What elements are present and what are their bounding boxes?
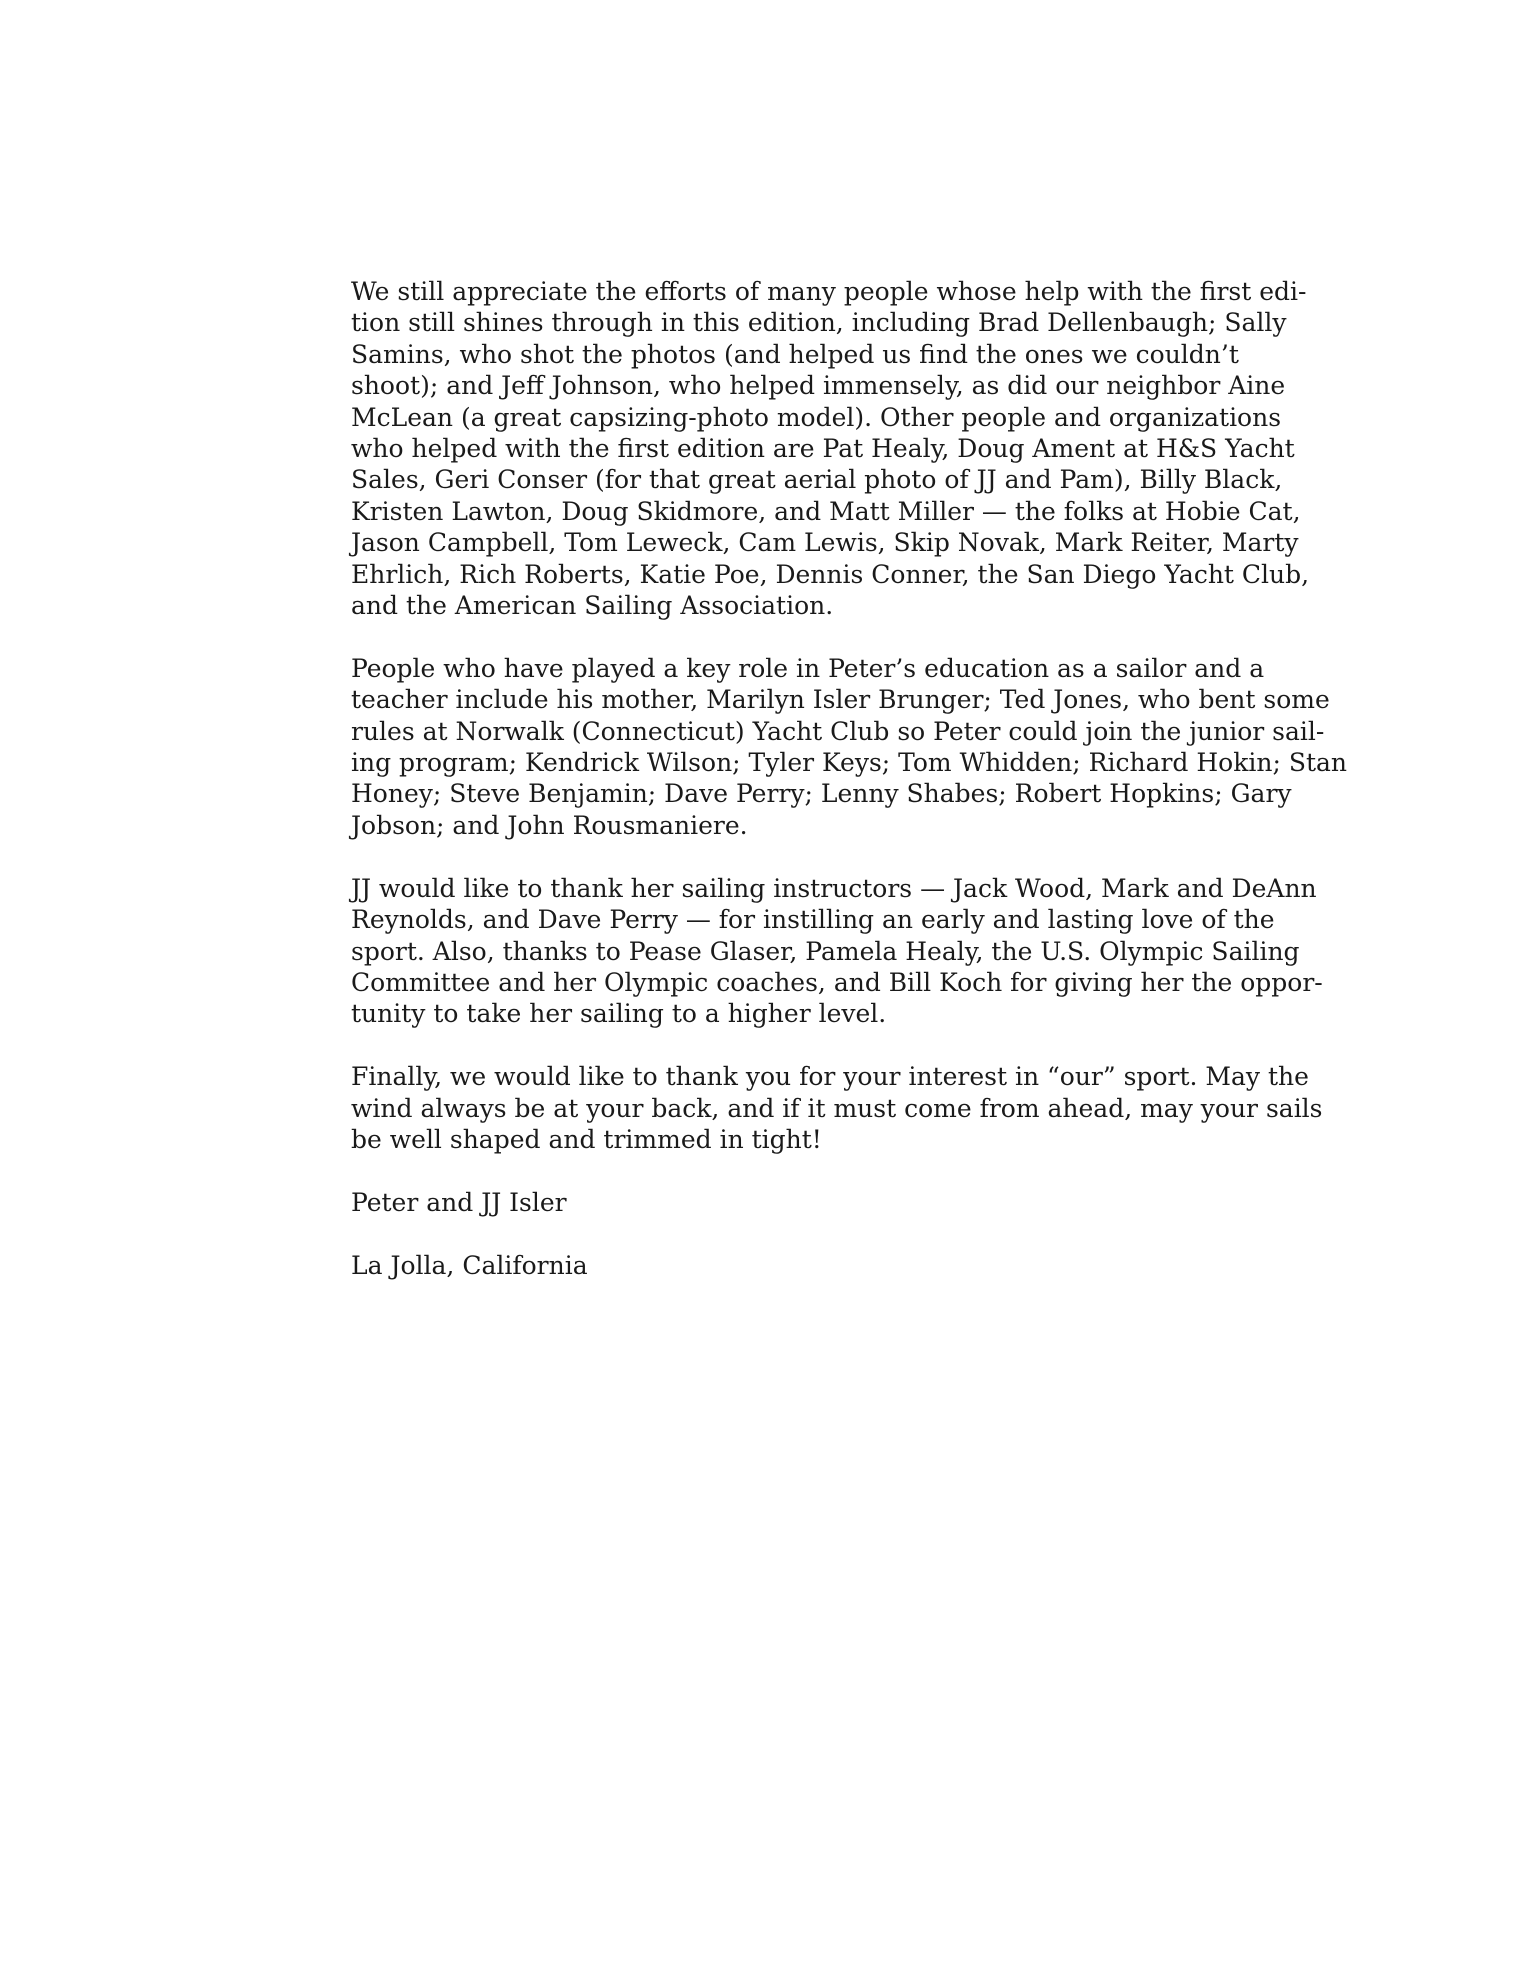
- acknowledgments-text: [351, 276, 1348, 1281]
- text-line: tion still shines through in this edition, including Brad Dellenbaugh; Sally: [351, 308, 1287, 338]
- paragraph-first-edition-thanks: [351, 276, 1311, 621]
- text-line: La Jolla, California: [351, 1250, 588, 1280]
- signature-authors: [351, 1187, 1311, 1218]
- text-line: Reynolds, and Dave Perry — for instilling an early and lasting love of the: [351, 905, 1275, 935]
- text-line: JJ would like to thank her sailing instructors — Jack Wood, Mark and DeAnn: [351, 873, 1317, 903]
- text-line: teacher include his mother, Marilyn Isler Brunger; Ted Jones, who bent some: [351, 685, 1330, 715]
- text-line: Jason Campbell, Tom Leweck, Cam Lewis, Skip Novak, Mark Reiter, Marty: [351, 528, 1299, 558]
- text-line: McLean (a great capsizing-photo model). Other people and organizations: [351, 402, 1282, 432]
- text-line: rules at Norwalk (Connecticut) Yacht Club so Peter could join the junior sail-: [351, 716, 1325, 746]
- text-line: shoot); and Jeff Johnson, who helped immensely, as did our neighbor Aine: [351, 371, 1286, 401]
- text-line: wind always be at your back, and if it must come from ahead, may your sails: [351, 1093, 1323, 1123]
- text-line: Jobson; and John Rousmaniere.: [351, 810, 748, 840]
- text-line: Ehrlich, Rich Roberts, Katie Poe, Dennis Conner, the San Diego Yacht Club,: [351, 559, 1310, 589]
- text-line: People who have played a key role in Peter’s education as a sailor and a: [351, 653, 1265, 683]
- text-line: tunity to take her sailing to a higher level.: [351, 999, 887, 1029]
- paragraph-spacer: [351, 1155, 1311, 1186]
- paragraph-peter-education: [351, 653, 1348, 841]
- text-line: Committee and her Olympic coaches, and Bill Koch for giving her the oppor-: [351, 967, 1323, 997]
- text-line: Samins, who shot the photos (and helped us find the ones we couldn’t: [351, 339, 1239, 369]
- paragraph-spacer: [351, 1030, 1311, 1061]
- paragraph-closing-wish: [351, 1061, 1323, 1155]
- text-line: sport. Also, thanks to Pease Glaser, Pamela Healy, the U.S. Olympic Sailing: [351, 936, 1300, 966]
- text-line: ing program; Kendrick Wilson; Tyler Keys; Tom Whidden; Richard Hokin; Stan: [351, 748, 1348, 778]
- text-line: Peter and JJ Isler: [351, 1187, 567, 1217]
- text-line: who helped with the first edition are Pat Healy, Doug Ament at H&S Yacht: [351, 434, 1295, 464]
- signature-location: [351, 1250, 1311, 1281]
- text-line: Finally, we would like to thank you for your interest in “our” sport. May the: [351, 1062, 1309, 1092]
- text-line: and the American Sailing Association.: [351, 591, 834, 621]
- paragraph-spacer: [351, 621, 1311, 652]
- text-line: Kristen Lawton, Doug Skidmore, and Matt Miller — the folks at Hobie Cat,: [351, 496, 1301, 526]
- text-line: Honey; Steve Benjamin; Dave Perry; Lenny Shabes; Robert Hopkins; Gary: [351, 779, 1292, 809]
- paragraph-spacer: [351, 1218, 1311, 1249]
- text-line: Sales, Geri Conser (for that great aerial photo of JJ and Pam), Billy Black,: [351, 465, 1283, 495]
- text-line: be well shaped and trimmed in tight!: [351, 1124, 822, 1154]
- text-line: We still appreciate the efforts of many people whose help with the first edi-: [351, 277, 1307, 306]
- paragraph-spacer: [351, 841, 1311, 872]
- paragraph-jj-thanks: [351, 873, 1323, 1030]
